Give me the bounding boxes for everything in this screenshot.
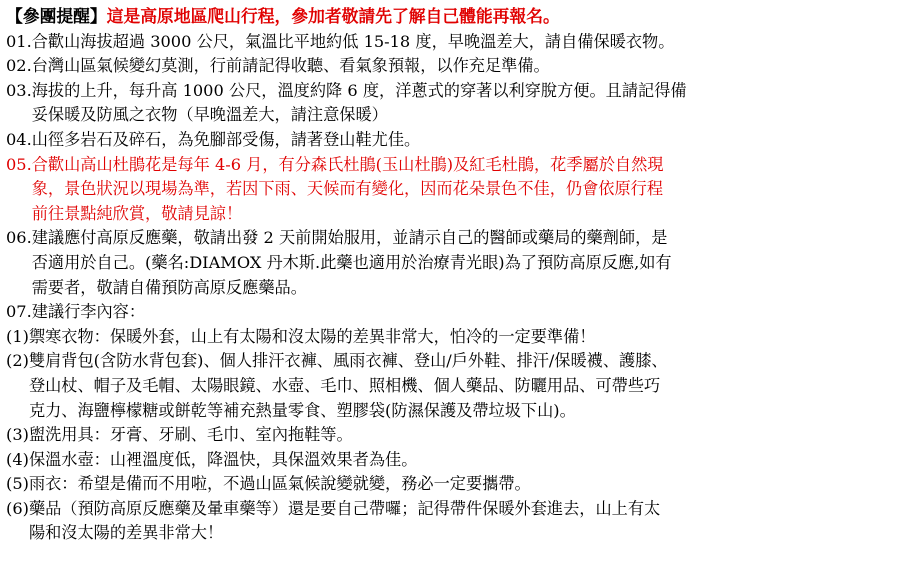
packing-number: (2)	[6, 351, 29, 371]
packing-item	[6, 423, 899, 448]
item-text: 合歡山海拔超過 3000 公尺，氣溫比平地約低 15-18 度，早晚溫差大，請自備保暖衣物。	[31, 31, 675, 51]
packing-item	[6, 448, 899, 473]
notice-message: 這是高原地區爬山行程，參加者敬請先了解自己體能再報名。	[106, 6, 560, 26]
packing-item	[6, 349, 899, 423]
list-item	[6, 128, 899, 153]
item-number: 05.	[6, 154, 32, 174]
packing-item	[6, 325, 899, 350]
packing-number: (4)	[6, 449, 29, 469]
item-text: 建議應付高原反應藥，敬請出發 2 天前開始服用，並請示自己的醫師或藥局的藥劑師，是 否適用於自己。(藥名:DIAMOX 丹木斯.此藥也適用於治療青光眼)為了預防高原反應,如有 需要者，敬請自備預防高原反應藥品。	[31, 228, 672, 297]
item-number: 01.	[6, 31, 32, 51]
list-item	[6, 226, 899, 300]
packing-text: 雨衣：希望是備而不用啦，不過山區氣候說變就變，務必一定要攜帶。	[28, 474, 531, 494]
packing-text: 雙肩背包(含防水背包套)、個人排汗衣褲、風雨衣褲、登山/戶外鞋、排汗/保暖襪、護膝、 登山杖、帽子及毛帽、太陽眼鏡、水壺、毛巾、照相機、個人藥品、防曬用品、可帶些巧 克力、海鹽檸檬糖或餅乾等補充熱量零食、塑膠袋(防濕保護及帶垃圾下山)。	[28, 351, 668, 420]
packing-text: 禦寒衣物：保暖外套，山上有太陽和沒太陽的差異非常大，怕冷的一定要準備！	[28, 326, 596, 346]
packing-number: (5)	[6, 474, 29, 494]
item-number: 04.	[6, 129, 32, 149]
notice-tag: 【參團提醒】	[6, 6, 107, 26]
item-number: 03.	[6, 80, 32, 100]
list-item	[6, 30, 899, 55]
list-item-highlighted	[6, 153, 899, 227]
packing-item	[6, 497, 899, 546]
packing-number: (1)	[6, 326, 29, 346]
item-text: 海拔的上升，每升高 1000 公尺，溫度約降 6 度，洋蔥式的穿著以利穿脫方便。且請記得備 妥保暖及防風之衣物（早晚溫差大，請注意保暖）	[31, 80, 687, 125]
list-item	[6, 54, 899, 79]
item-number: 06.	[6, 228, 32, 248]
item-text: 合歡山高山杜鵑花是每年 4-6 月，有分森氏杜鵑(玉山杜鵑)及紅毛杜鵑，花季屬於自然現 象，景色狀況以現場為準，若因下雨、天候而有變化，因而花朵景色不佳，仍會依原行程 前往景點純欣賞，敬請見諒！	[31, 154, 664, 223]
packing-number: (6)	[6, 498, 29, 518]
packing-number: (3)	[6, 425, 29, 445]
list-item	[6, 79, 899, 128]
packing-text: 藥品（預防高原反應藥及暈車藥等）還是要自己帶囉；記得帶件保暖外套進去，山上有太 陽和沒太陽的差異非常大！	[28, 498, 661, 543]
item-number: 07.	[6, 302, 32, 322]
item-text: 建議行李內容：	[31, 302, 146, 322]
notice-header	[6, 4, 899, 29]
item-text: 山徑多岩石及碎石，為免腳部受傷，請著登山鞋尤佳。	[31, 129, 421, 149]
item-number: 02.	[6, 56, 32, 76]
packing-text: 盥洗用具：牙膏、牙刷、毛巾、室內拖鞋等。	[28, 425, 353, 445]
item-text: 台灣山區氣候變幻莫測，行前請記得收聽、看氣象預報，以作充足準備。	[31, 56, 550, 76]
list-item	[6, 300, 899, 325]
packing-text: 保溫水壺：山裡溫度低，降溫快，具保溫效果者為佳。	[28, 449, 418, 469]
packing-item	[6, 472, 899, 497]
